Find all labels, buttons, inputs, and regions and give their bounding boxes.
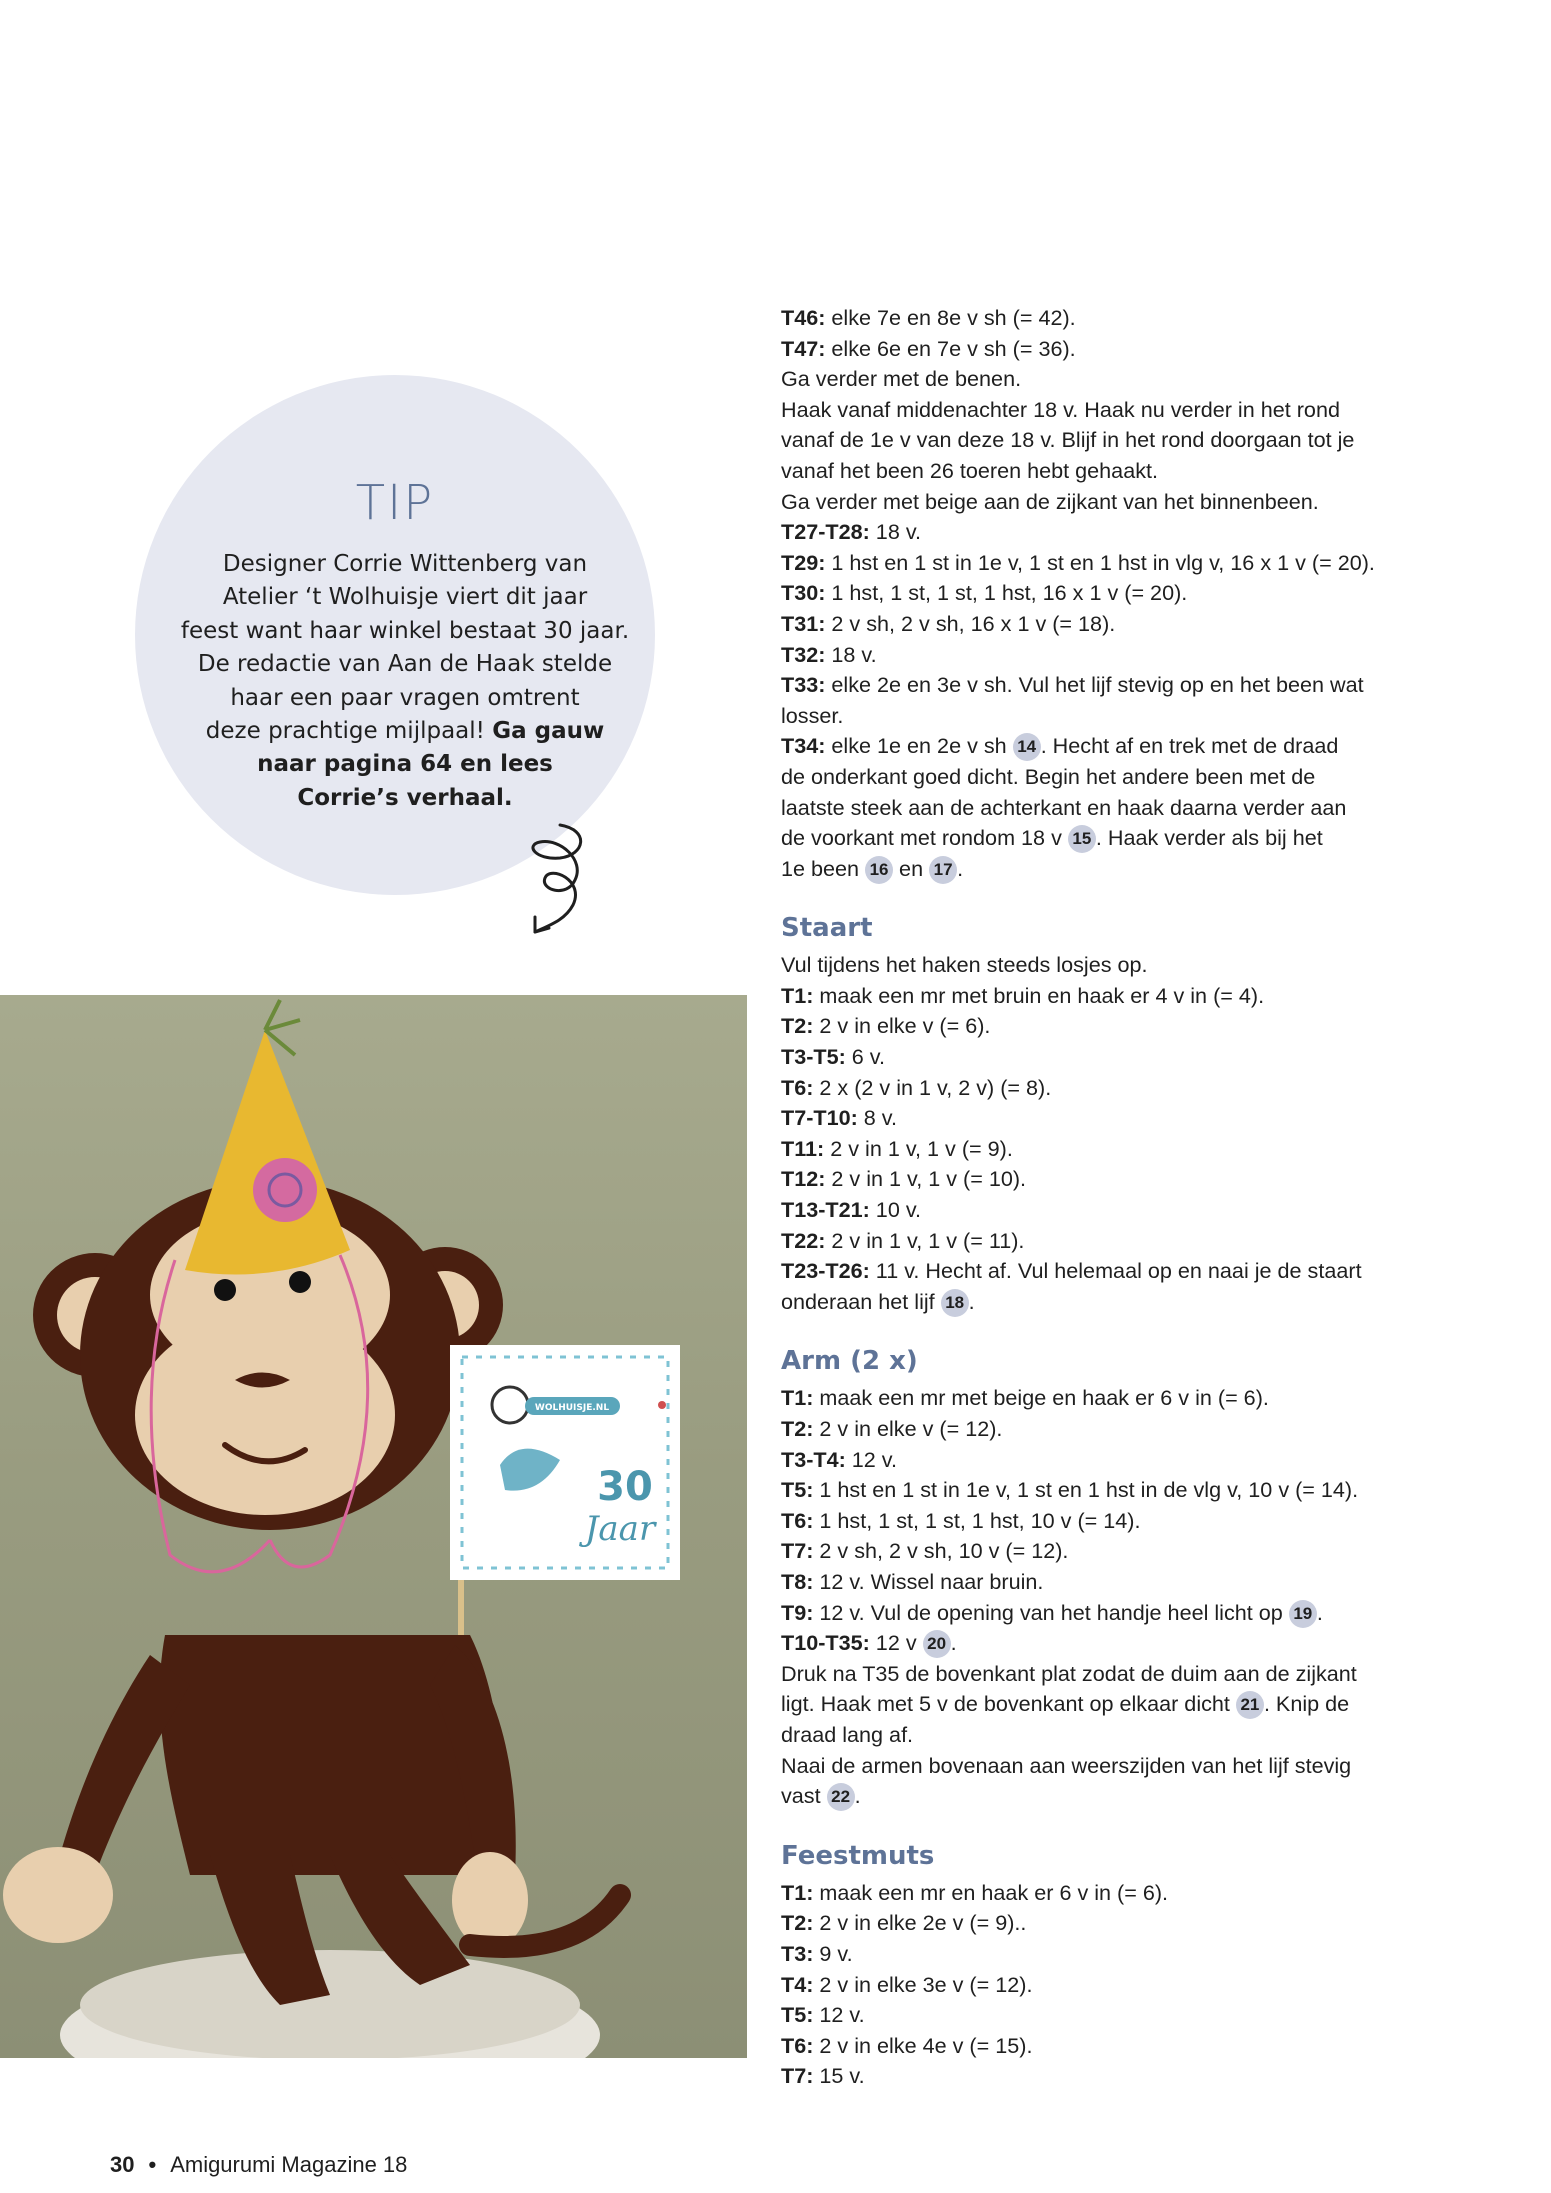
round-label: T30: (781, 580, 826, 606)
round-text: onderaan het lijf (781, 1288, 941, 1314)
round-label: T3: (781, 1940, 814, 1966)
round-label: T10-T35: (781, 1630, 870, 1656)
round-text: elke 7e en 8e v sh (= 42). (825, 305, 1076, 330)
pattern-line (781, 517, 1421, 548)
pattern-line (781, 1939, 1421, 1970)
round-text: 18 v. (825, 641, 877, 667)
round-text: Ga verder met de benen. (781, 366, 1022, 392)
pattern-line (781, 1598, 1421, 1629)
pattern-line (781, 1414, 1421, 1445)
pattern-line (781, 2061, 1421, 2092)
pattern-line (781, 981, 1421, 1012)
round-label: T2: (781, 1013, 814, 1039)
round-text: . (1316, 1599, 1323, 1625)
round-label: T34: (781, 733, 826, 759)
round-text: 1 hst en 1 st in 1e v, 1 st en 1 hst in vlg v, 16 x 1 v (= 20). (825, 549, 1375, 575)
round-label: T8: (781, 1568, 814, 1594)
round-text: 1e been (781, 855, 866, 881)
round-label: T1: (781, 982, 814, 1008)
round-text: elke 1e en 2e v sh (825, 733, 1013, 759)
round-text: 12 v. (845, 1446, 897, 1472)
round-text: losser. (781, 702, 844, 728)
pattern-line (781, 731, 1421, 762)
round-label: T2: (781, 1416, 814, 1441)
round-text: Vul tijdens het haken steeds losjes op. (781, 952, 1148, 978)
pattern-line (781, 2031, 1421, 2062)
round-label: T6: (781, 1507, 814, 1533)
monkey-amigurumi-image (0, 995, 747, 2058)
round-label: T1: (781, 1879, 814, 1905)
pattern-line (781, 334, 1421, 365)
pattern-line (781, 1011, 1421, 1042)
pattern-line: de onderkant goed dicht. Begin het andere been met de (781, 763, 1316, 789)
round-text: vanaf de 1e v van deze 18 v. Blijf in het rond doorgaan tot je (781, 427, 1355, 453)
round-label: T4: (781, 1971, 814, 1997)
section-heading-feestmuts: Feestmuts (781, 1840, 935, 1871)
round-label: T32: (781, 641, 826, 667)
round-text: 12 v. Wissel naar bruin. (813, 1568, 1044, 1594)
round-text: 2 v in 1 v, 1 v (= 11). (825, 1227, 1025, 1253)
step-number-badge: 20 (923, 1630, 951, 1658)
round-text: 9 v. (813, 1940, 853, 1966)
tip-bold-line: Corrie’s verhaal. (297, 784, 513, 811)
tip-line: Designer Corrie Wittenberg van (222, 551, 588, 577)
pattern-line (781, 395, 1421, 426)
round-text: 8 v. (857, 1105, 897, 1131)
pattern-line (781, 701, 1421, 732)
step-number-badge: 14 (1013, 733, 1041, 761)
separator-dot: • (148, 2152, 157, 2177)
round-label: T1: (781, 1385, 814, 1411)
flag-number-text: 30 (597, 1464, 653, 1510)
round-text: 2 x (2 v in 1 v, 2 v) (= 8). (813, 1074, 1052, 1100)
pattern-line (781, 456, 1421, 487)
pattern-line (781, 1567, 1421, 1598)
section-heading-staart: Staart (781, 913, 873, 944)
pattern-line (781, 548, 1421, 579)
round-text: en (893, 855, 930, 881)
round-label: T22: (781, 1227, 826, 1253)
tip-line: Atelier ‘t Wolhuisje viert dit jaar (222, 584, 588, 611)
pattern-line (781, 854, 1421, 885)
tip-line: feest want haar winkel bestaat 30 jaar. (180, 617, 630, 644)
round-label: T12: (781, 1166, 826, 1192)
pattern-line (781, 425, 1421, 456)
pattern-line (781, 1689, 1421, 1720)
pattern-line: laatste steek aan de achterkant en haak daarna verder aan (781, 794, 1347, 820)
round-text: 2 v in 1 v, 1 v (= 9). (824, 1135, 1013, 1161)
section-heading-arm: Arm (2 x) (781, 1346, 918, 1377)
round-text: 6 v. (845, 1044, 885, 1070)
round-text: 12 v. Vul de opening van het handje heel licht op (813, 1599, 1289, 1625)
round-text: . Knip de (1263, 1691, 1350, 1717)
step-number-badge: 15 (1068, 825, 1096, 853)
pattern-line (781, 823, 1421, 854)
round-text: 12 v. (813, 2002, 865, 2028)
page-number: 30 (110, 2152, 135, 2177)
round-text: maak een mr met bruin en haak er 4 v in (= 4). (813, 982, 1265, 1008)
monkey-photo (0, 995, 747, 2058)
pattern-line (781, 1781, 1421, 1812)
pattern-line (781, 1164, 1421, 1195)
round-label: T6: (781, 2032, 814, 2058)
round-text: 2 v in 1 v, 1 v (= 10). (825, 1166, 1027, 1192)
round-text: 2 v in elke 2e v (= 9).. (813, 1910, 1027, 1936)
round-text: 2 v in elke v (= 12). (813, 1416, 1003, 1441)
tip-bold-text: Ga gauw (492, 718, 605, 745)
round-text: 2 v in elke v (= 6). (813, 1013, 991, 1039)
round-text: . (957, 855, 964, 881)
pattern-line (781, 1103, 1421, 1134)
pattern-line (781, 1195, 1421, 1226)
tip-line (160, 715, 650, 748)
round-text: elke 2e en 3e v sh. Vul het lijf stevig op en het been wat (825, 672, 1364, 698)
flag-word-text: Jaar (584, 1509, 656, 1549)
round-text: de voorkant met rondom 18 v (781, 825, 1068, 851)
pattern-line (781, 1878, 1421, 1909)
round-label: T11: (781, 1135, 825, 1161)
pattern-line (781, 364, 1421, 395)
round-text: vanaf het been 26 toeren hebt gehaakt. (781, 457, 1158, 483)
round-label: T7-T10: (781, 1105, 858, 1131)
pattern-line (781, 1073, 1421, 1104)
step-number-badge: 18 (941, 1289, 969, 1317)
pattern-line (781, 1445, 1421, 1476)
round-label: T13-T21: (781, 1197, 870, 1223)
round-text: 2 v sh, 2 v sh, 10 v (= 12). (813, 1538, 1069, 1564)
magazine-title: Amigurumi Magazine 18 (170, 2152, 408, 2177)
tip-line: De redactie van Aan de Haak stelde (197, 651, 613, 678)
pattern-line (781, 950, 1421, 981)
pattern-line: draad lang af. (781, 1721, 914, 1747)
round-label: T9: (781, 1599, 814, 1625)
round-text: 11 v. Hecht af. Vul helemaal op en naai je de staart (869, 1258, 1362, 1284)
step-number-badge: 22 (827, 1783, 855, 1811)
round-text: 12 v (869, 1630, 923, 1656)
round-text: 1 hst, 1 st, 1 st, 1 hst, 10 v (= 14). (813, 1507, 1141, 1533)
round-text: . Hecht af en trek met de draad (1040, 733, 1339, 759)
round-text: ligt. Haak met 5 v de bovenkant op elkaar dicht (781, 1691, 1236, 1717)
round-text: Ga verder met beige aan de zijkant van het binnenbeen. (781, 488, 1319, 514)
round-label: T3-T5: (781, 1044, 846, 1070)
round-text: maak een mr met beige en haak er 6 v in (= 6). (813, 1385, 1269, 1411)
round-label: T7: (781, 1538, 814, 1564)
round-text: . Haak verder als bij het (1095, 825, 1323, 851)
round-label: T23-T26: (781, 1258, 870, 1284)
pattern-line (781, 1506, 1421, 1537)
round-text: elke 6e en 7e v sh (= 36). (825, 335, 1076, 361)
pattern-line (781, 1042, 1421, 1073)
round-text: . (854, 1783, 861, 1809)
pattern-line (781, 609, 1421, 640)
swirl-arrow-icon (515, 820, 595, 935)
round-text: 18 v. (869, 519, 922, 545)
step-number-badge: 21 (1236, 1691, 1264, 1719)
pattern-line: Druk na T35 de bovenkant plat zodat de duim aan de zijkant (781, 1660, 1357, 1686)
round-label: T29: (781, 549, 826, 575)
tip-line: haar een paar vragen omtrent (230, 684, 580, 711)
round-text: 10 v. (869, 1197, 922, 1223)
round-label: T33: (781, 672, 826, 698)
pattern-line (781, 303, 1421, 334)
round-text: 2 v sh, 2 v sh, 16 x 1 v (= 18). (825, 610, 1116, 636)
pattern-line (781, 1908, 1421, 1939)
pattern-line (781, 487, 1421, 518)
round-text: . (968, 1288, 975, 1314)
round-text: maak een mr en haak er 6 v in (= 6). (813, 1879, 1169, 1905)
pattern-line (781, 640, 1421, 671)
pattern-line (781, 2000, 1421, 2031)
pattern-line: Naai de armen bovenaan aan weerszijden van het lijf stevig (781, 1752, 1352, 1778)
round-text: vast (781, 1783, 827, 1809)
round-label: T3-T4: (781, 1446, 846, 1472)
pattern-line (781, 1628, 1421, 1659)
pattern-line (781, 670, 1421, 701)
pattern-line (781, 1287, 1421, 1318)
round-text: 15 v. (813, 2063, 865, 2089)
tip-body (160, 548, 650, 815)
tip-bold-line: naar pagina 64 en lees (257, 751, 553, 778)
round-text: 2 v in elke 4e v (= 15). (813, 2032, 1033, 2058)
round-label: T6: (781, 1074, 814, 1100)
pattern-column (781, 303, 1421, 2092)
round-label: T5: (781, 1477, 814, 1503)
round-label: T5: (781, 2002, 814, 2028)
pattern-line (781, 1536, 1421, 1567)
step-number-badge: 16 (865, 856, 893, 884)
round-text: 1 hst, 1 st, 1 st, 1 hst, 16 x 1 v (= 20). (825, 580, 1188, 606)
pattern-line (781, 1475, 1421, 1506)
pattern-line (781, 1134, 1421, 1165)
round-text: Haak vanaf middenachter 18 v. Haak nu verder in het rond (781, 396, 1340, 422)
page-footer (110, 2152, 407, 2178)
tip-text: deze prachtige mijlpaal! (205, 718, 493, 745)
pattern-line (781, 578, 1421, 609)
round-text: 2 v in elke 3e v (= 12). (813, 1971, 1033, 1997)
round-text: 1 hst en 1 st in 1e v, 1 st en 1 hst in de vlg v, 10 v (= 14). (813, 1477, 1359, 1503)
round-label: T46: (781, 305, 826, 330)
step-number-badge: 17 (929, 856, 957, 884)
pattern-line (781, 1256, 1421, 1287)
round-label: T31: (781, 610, 826, 636)
round-text: . (950, 1630, 957, 1656)
round-label: T7: (781, 2063, 814, 2089)
pattern-line (781, 1970, 1421, 2001)
round-label: T47: (781, 335, 826, 361)
step-number-badge: 19 (1289, 1600, 1317, 1628)
round-label: T27-T28: (781, 519, 870, 545)
tip-title: TIP (355, 475, 435, 531)
pattern-line (781, 1226, 1421, 1257)
pattern-line (781, 1383, 1421, 1414)
flag-site-text: WOLHUISJE.NL (534, 1403, 610, 1413)
round-label: T2: (781, 1910, 814, 1936)
